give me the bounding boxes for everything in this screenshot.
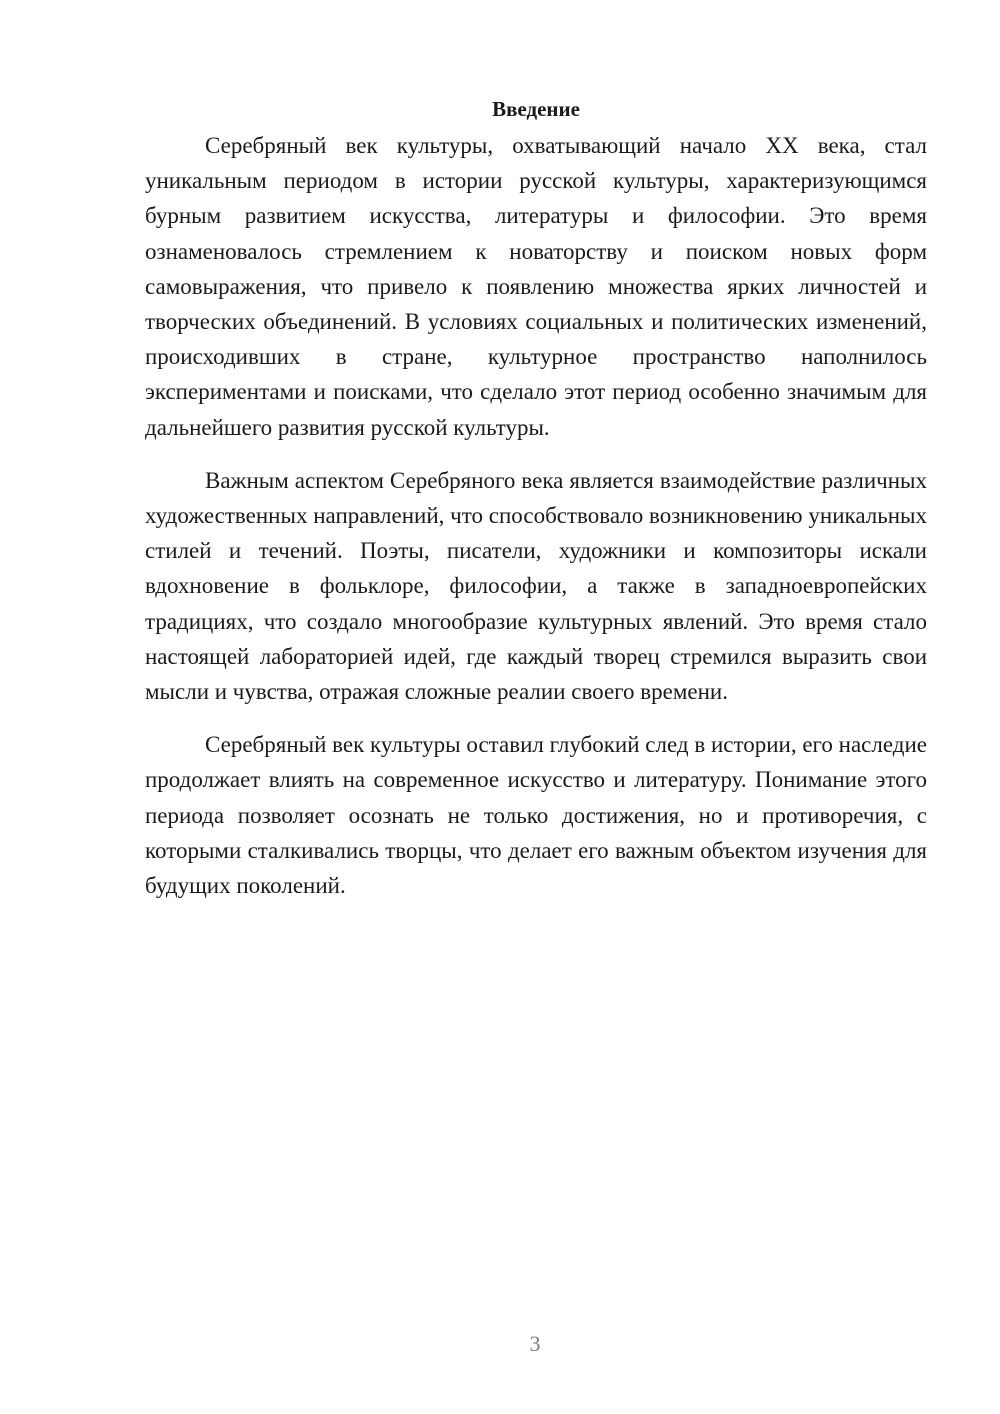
section-heading: Введение <box>492 97 580 121</box>
page-number: 3 <box>529 1331 541 1356</box>
page-content <box>145 92 927 921</box>
paragraph-3: Серебряный век культуры оставил глубокий след в истории, его наследие продолжает влиять на современное искусство и литературу. Понимание этого периода позволяет осознать не только достижения, но и противоречия, с которыми сталкивались творцы, что делает его важным объектом изучения для будущих поколений. <box>145 732 927 899</box>
paragraph-2: Важным аспектом Серебряного века является взаимодействие различных художественных направлений, что способствовало возникновению уникальных стилей и течений. Поэты, писатели, художники и композиторы искали вдохновение в фольклоре, философии, а также в западноевропейских традициях, что создало многообразие культурных явлений. Это время стало настоящей лабораторией идей, где каждый творец стремился выразить свои мысли и чувства, отражая сложные реалии своего времени. <box>145 467 927 705</box>
paragraph-1: Серебряный век культуры, охватывающий начало XX века, стал уникальным периодом в истории русской культуры, характеризующимся бурным развитием искусства, литературы и философии. Это время ознаменовалось стремлением к новаторству и поиском новых форм самовыражения, что привело к появлению множества ярких личностей и творческих объединений. В условиях социальных и политических изменений, происходивших в стране, культурное пространство наполнилось экспериментами и поисками, что сделало этот период особенно значимым для дальнейшего развития русской культуры. <box>145 133 927 440</box>
